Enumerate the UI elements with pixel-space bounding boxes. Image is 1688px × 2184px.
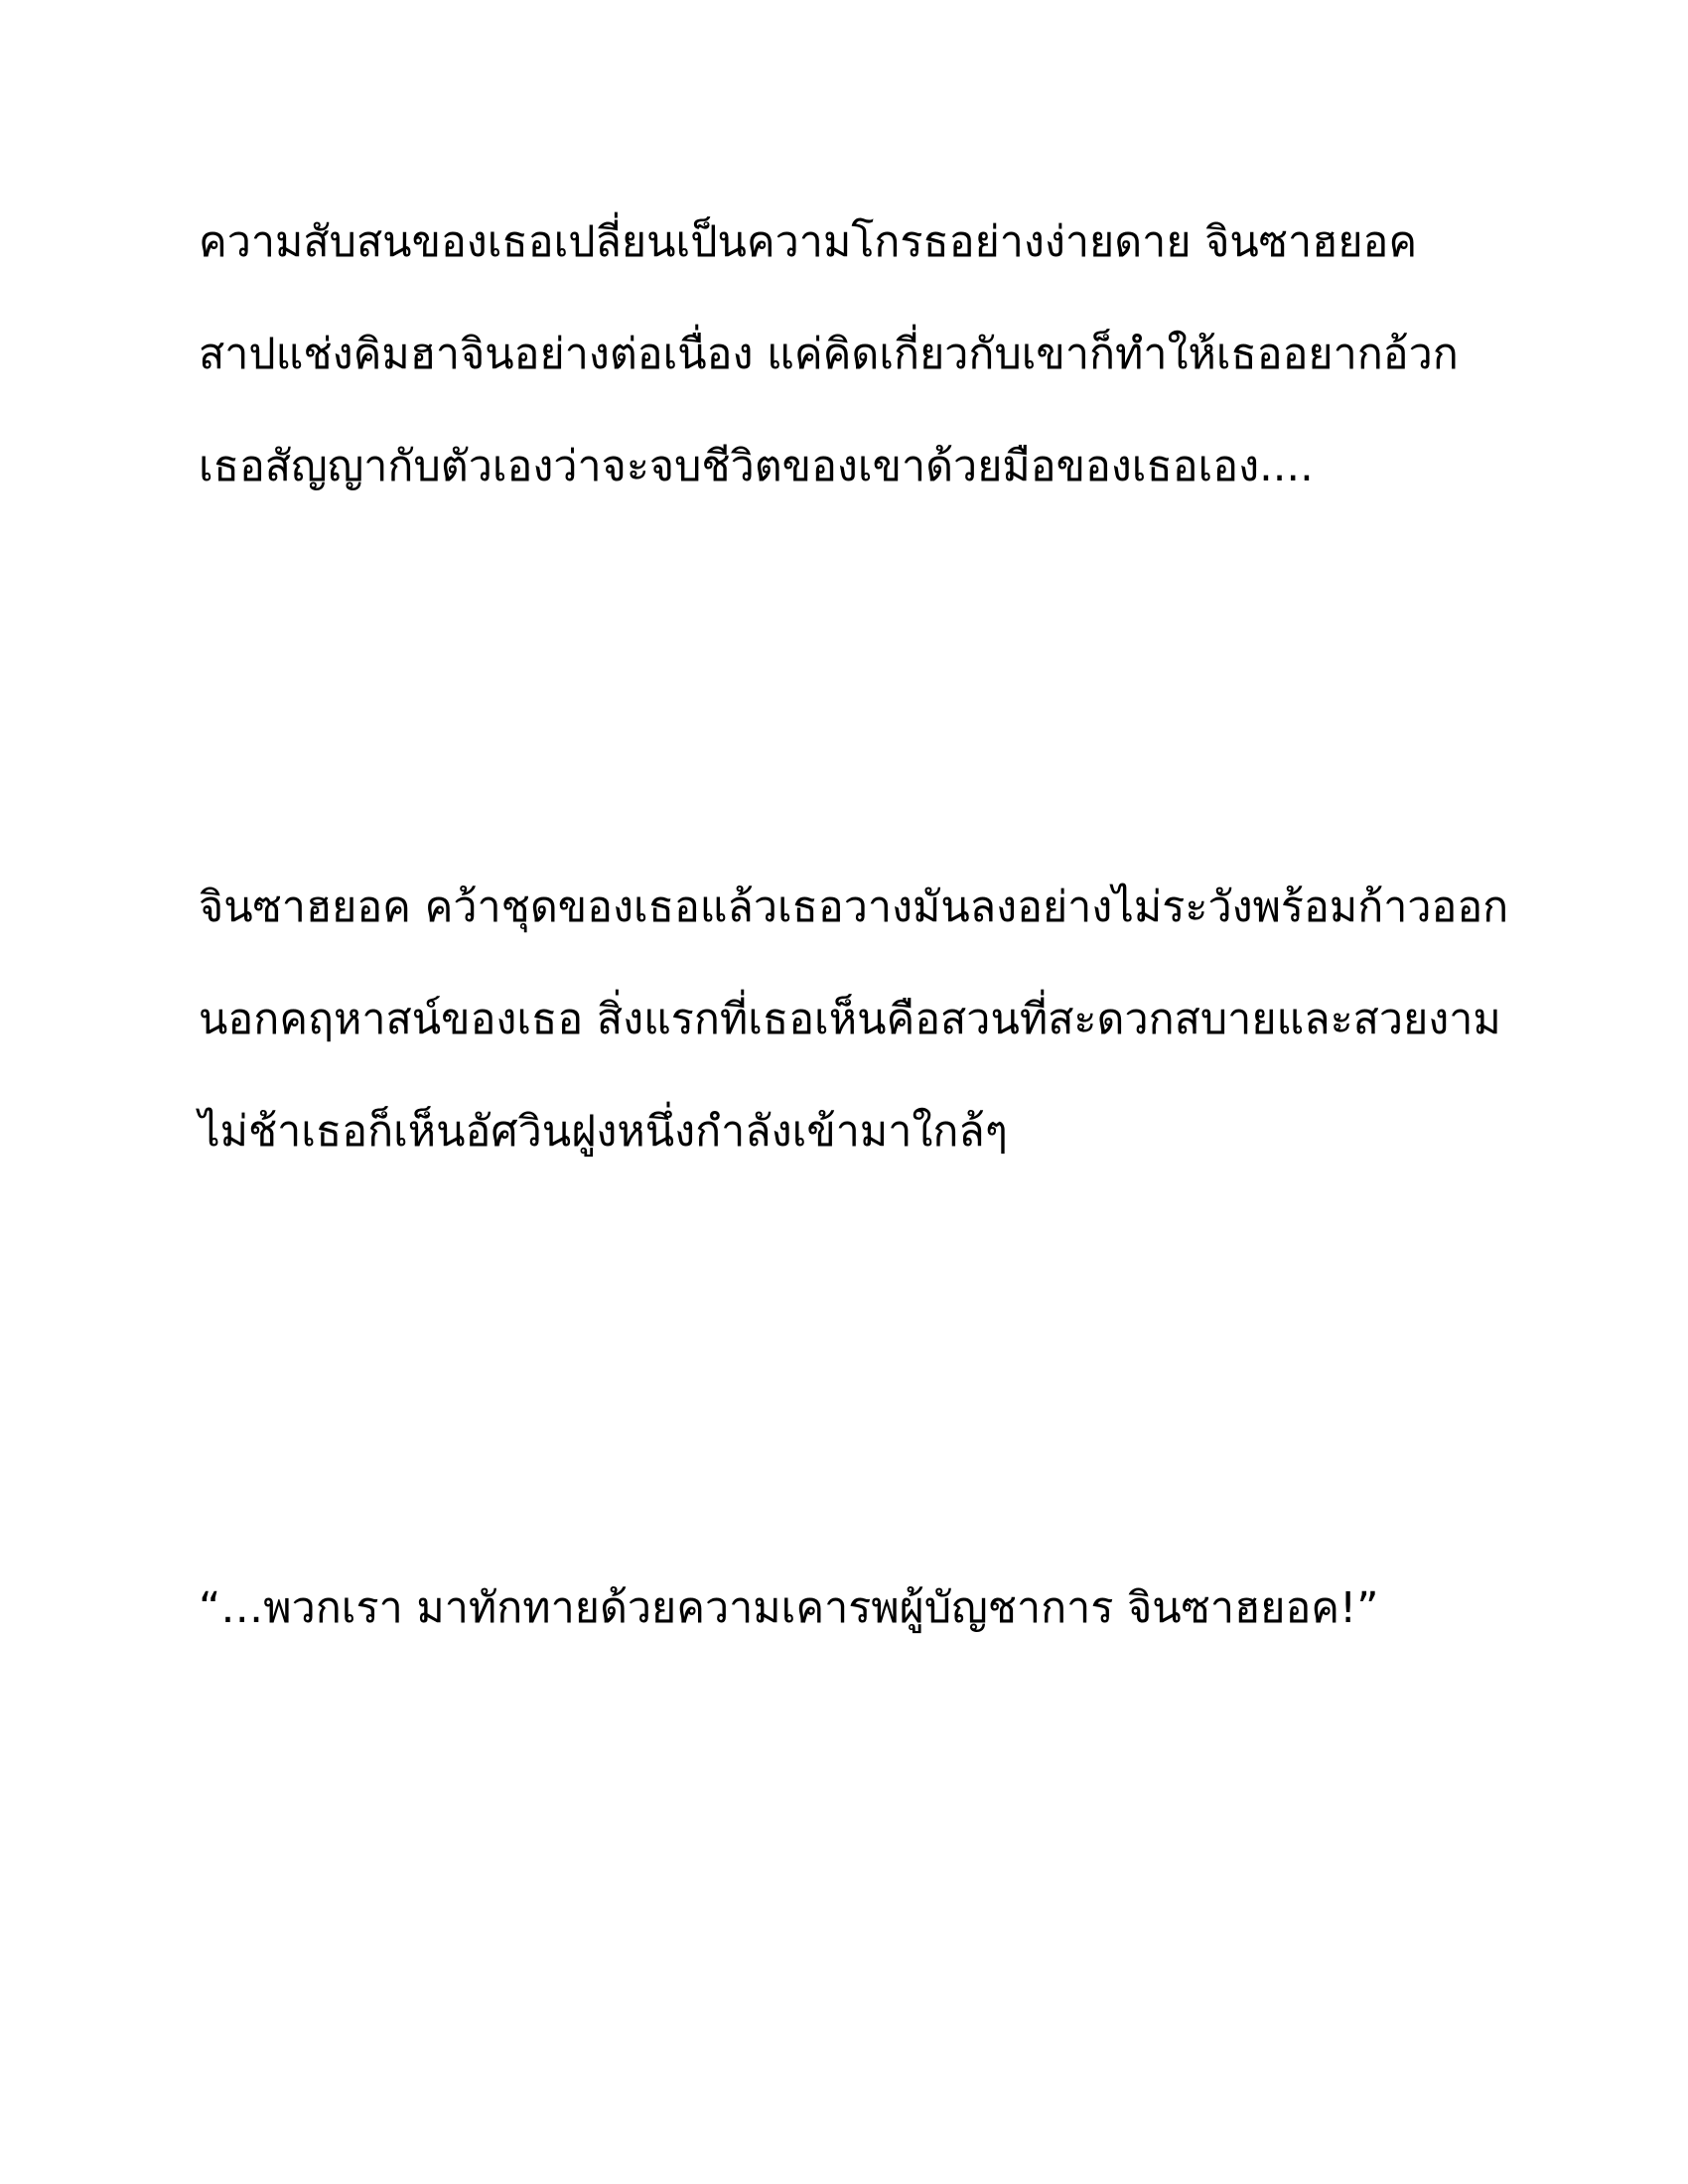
text-line: จินซาฮยอค คว้าชุดของเธอแล้วเธอวางมันลงอย่างไม่ระวังพร้อมก้าวออก xyxy=(199,883,1509,932)
paragraph-1 xyxy=(199,187,1509,523)
text-line: ไม่ช้าเธอก็เห็นอัศวินฝูงหนึ่งกำลังเข้ามาใกล้ๆ xyxy=(199,1107,1008,1157)
text-line: เธอสัญญากับตัวเองว่าจะจบชีวิตของเขาด้วยมือของเธอเอง.... xyxy=(199,442,1314,491)
dialogue-line: “…พวกเรา มาทักทายด้วยความเคารพผู้บัญชาการ จินซาฮยอค!” xyxy=(199,1583,1379,1633)
paragraph-3-dialogue xyxy=(199,1553,1509,1665)
text-line: นอกคฤหาสน์ของเธอ สิ่งแรกที่เธอเห็นคือสวนที่สะดวกสบายและสวยงาม xyxy=(199,995,1501,1044)
paragraph-2 xyxy=(199,852,1509,1188)
text-line: สาปแช่งคิมฮาจินอย่างต่อเนื่อง แค่คิดเกี่ยวกับเขาก็ทำให้เธออยากอ้วก xyxy=(199,330,1459,379)
text-line: ความสับสนของเธอเปลี่ยนเป็นความโกรธอย่างง่ายดาย จินซาฮยอค xyxy=(199,217,1418,267)
